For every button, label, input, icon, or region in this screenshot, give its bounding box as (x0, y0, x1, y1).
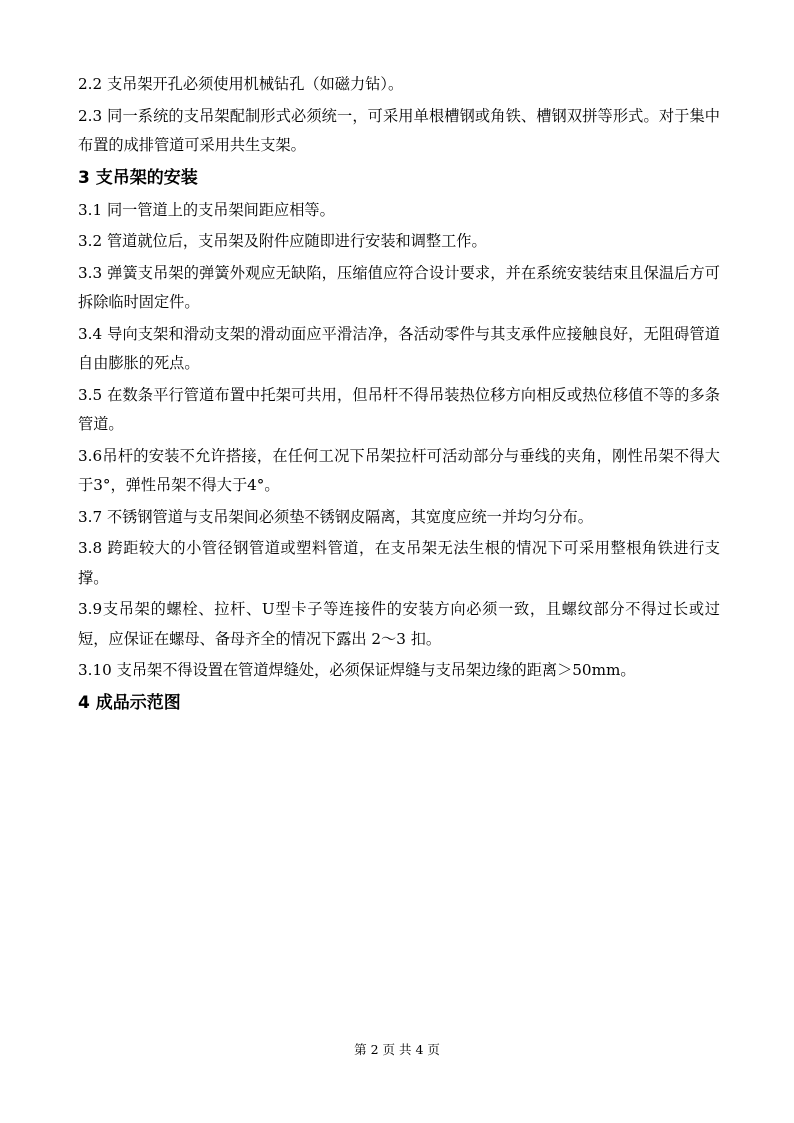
document-body (78, 70, 720, 721)
section-3-heading: 3 支吊架的安装 (78, 167, 198, 188)
paragraph-3-3: 3.3 弹簧支吊架的弹簧外观应无缺陷，压缩值应符合设计要求，并在系统安装结束且保温后方可拆除临时固定件。 (78, 263, 720, 311)
paragraph-3-9: 3.9支吊架的螺栓、拉杆、U型卡子等连接件的安装方向必须一致，且螺纹部分不得过长或过短，应保证在螺母、备母齐全的情况下露出 2～3 扣。 (78, 600, 720, 648)
paragraph-3-2: 3.2 管道就位后，支吊架及附件应随即进行安装和调整工作。 (78, 232, 487, 250)
paragraph-3-4: 3.4 导向支架和滑动支架的滑动面应平滑洁净，各活动零件与其支承件应接触良好，无阻碍管道自由膨胀的死点。 (78, 324, 720, 372)
paragraph-3-10: 3.10 支吊架不得设置在管道焊缝处，必须保证焊缝与支吊架边缘的距离＞50mm。 (78, 661, 636, 679)
paragraph-2-3: 2.3 同一系统的支吊架配制形式必须统一，可采用单根槽钢或角铁、槽钢双拼等形式。对于集中布置的成排管道可采用共生支架。 (78, 106, 720, 154)
paragraph-3-1: 3.1 同一管道上的支吊架间距应相等。 (78, 200, 335, 219)
paragraph-3-7: 3.7 不锈钢管道与支吊架间必须垫不锈钢皮隔离，其宽度应统一并均匀分布。 (78, 507, 593, 526)
page-footer: 第 2 页 共 4 页 (354, 1042, 440, 1057)
paragraph-3-6: 3.6吊杆的安装不允许搭接，在任何工况下吊架拉杆可活动部分与垂线的夹角，刚性吊架不得大于3°，弹性吊架不得大于4°。 (78, 446, 720, 494)
paragraph-2-2: 2.2 支吊架开孔必须使用机械钻孔（如磁力钻）。 (78, 75, 404, 93)
section-4-heading: 4 成品示范图 (78, 692, 181, 713)
paragraph-3-5: 3.5 在数条平行管道布置中托架可共用，但吊杆不得吊装热位移方向相反或热位移值不等的多条管道。 (78, 385, 720, 433)
paragraph-3-8: 3.8 跨距较大的小管径钢管道或塑料管道，在支吊架无法生根的情况下可采用整根角铁进行支撑。 (78, 539, 720, 587)
